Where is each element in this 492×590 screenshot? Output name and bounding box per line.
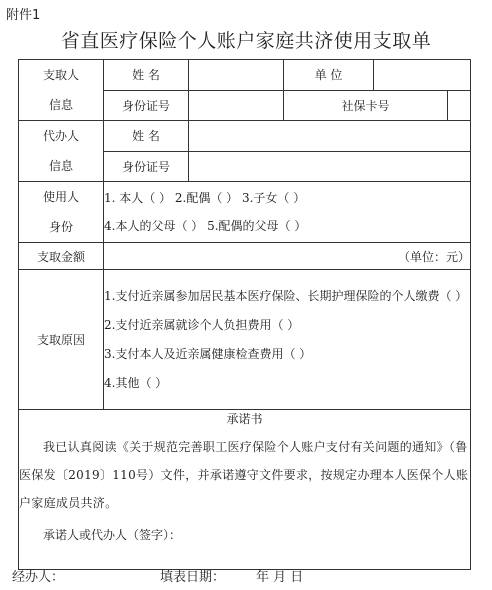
user-identity-section-label — [19, 182, 104, 243]
withdrawal-form-table — [18, 59, 471, 570]
handler-label: 经办人： — [12, 570, 65, 585]
withdrawer-id-label: 身份证号 — [104, 90, 189, 121]
withdrawer-id-field[interactable] — [189, 90, 284, 121]
user-identity-label-line1: 使用人 — [42, 190, 79, 204]
form-title: 省直医疗保险个人账户家庭共济使用支取单 — [60, 30, 432, 52]
withdrawer-name-field[interactable] — [189, 60, 284, 91]
commitment-signature-label[interactable]: 承诺人或代办人（签字）： — [43, 528, 182, 542]
agent-id-field[interactable] — [189, 151, 471, 182]
commitment-title: 承诺书 — [226, 412, 263, 426]
withdrawer-unit-label: 单 位 — [284, 60, 374, 91]
withdrawer-unit-field[interactable] — [374, 60, 471, 91]
agent-name-field[interactable] — [189, 121, 471, 152]
fill-date-label: 填表日期： — [160, 570, 226, 585]
agent-label-line1: 代办人 — [42, 129, 79, 143]
agent-name-label: 姓 名 — [104, 121, 189, 152]
agent-id-label: 身份证号 — [104, 151, 189, 182]
user-identity-options — [104, 182, 471, 243]
fill-date-units: 年 月 日 — [256, 570, 304, 585]
reason-label: 支取原因 — [19, 270, 104, 410]
withdrawer-label-line1: 支取人 — [42, 68, 79, 82]
commitment-body: 我已认真阅读《关于规范完善职工医疗保险个人账户支付有关问题的通知》（鲁医保发〔2019〕110号）文件，并承诺遵守文件要求，按规定办理本人医保个人账户家庭成员共济。 — [19, 440, 469, 510]
user-identity-options-line2[interactable]: 4.本人的父母（ ） 5.配偶的父母（ ） — [104, 219, 307, 233]
withdrawer-social-card-field[interactable] — [448, 90, 471, 121]
reason-options — [104, 270, 471, 410]
reason-item-4[interactable]: 4.其他（ ） — [104, 375, 168, 390]
reason-item-1[interactable]: 1.支付近亲属参加居民基本医疗保险、长期护理保险的个人缴费（ ） — [104, 288, 468, 303]
attachment-label: 附件1 — [6, 8, 41, 23]
amount-field[interactable] — [104, 243, 471, 270]
agent-section-label — [19, 121, 104, 182]
amount-label: 支取金额 — [19, 243, 104, 270]
withdrawer-section-label — [19, 60, 104, 121]
reason-item-3[interactable]: 3.支付本人及近亲属健康检查费用（ ） — [104, 346, 312, 361]
amount-unit-note: （单位：元） — [397, 249, 470, 264]
reason-item-2[interactable]: 2.支付近亲属就诊个人负担费用（ ） — [104, 317, 300, 332]
withdrawer-label-line2: 信息 — [48, 98, 73, 112]
withdrawer-name-label: 姓 名 — [104, 60, 189, 91]
agent-label-line2: 信息 — [48, 159, 73, 173]
commitment-section — [19, 410, 471, 570]
withdrawer-social-card-label: 社保卡号 — [284, 90, 448, 121]
user-identity-options-line1[interactable]: 1. 本人（ ） 2.配偶（ ） 3.子女（ ） — [104, 191, 306, 205]
user-identity-label-line2: 身份 — [48, 220, 73, 234]
